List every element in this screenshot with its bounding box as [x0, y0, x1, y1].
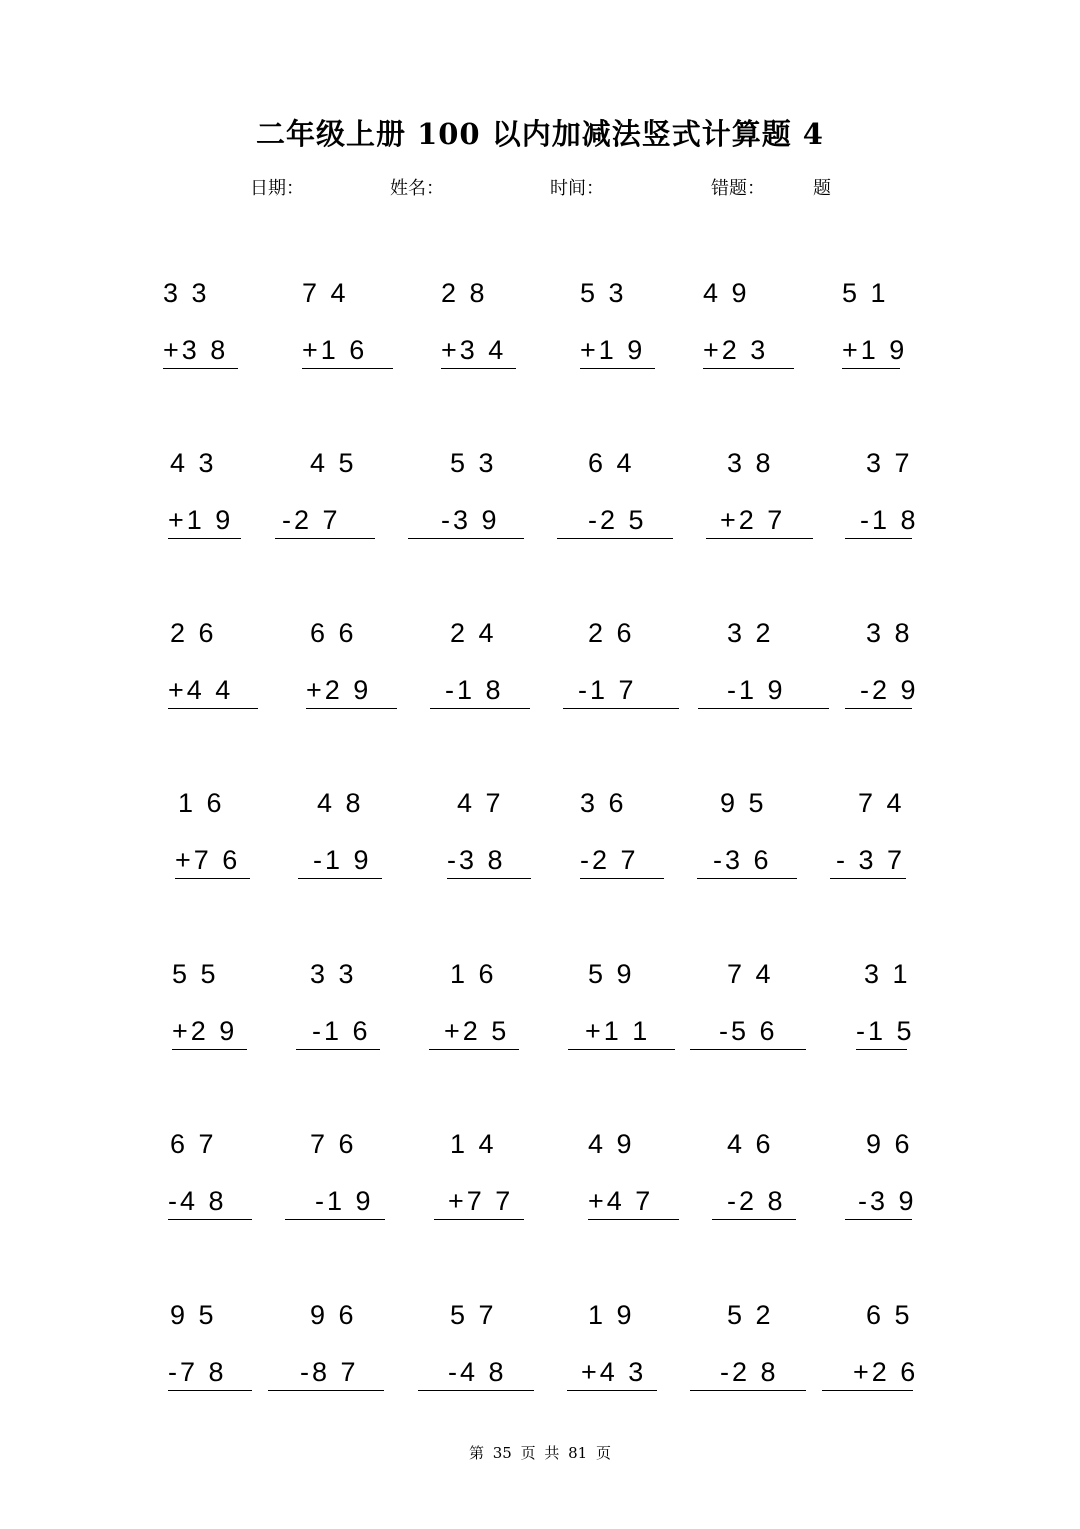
- problem-operation-number: -2 9: [860, 675, 919, 705]
- problem-top-number: 3 3: [163, 278, 210, 308]
- problem-operation-number: +1 6: [302, 335, 368, 365]
- problem-operation-number: +2 9: [172, 1016, 238, 1046]
- answer-line: [856, 1049, 907, 1050]
- problem-operation-number: +2 6: [853, 1357, 919, 1387]
- problem-operation-number: -4 8: [168, 1186, 227, 1216]
- page-footer: 第 35 页 共 81 页: [468, 1444, 611, 1462]
- problem-top-number: 9 6: [866, 1129, 913, 1159]
- answer-line: [845, 708, 912, 709]
- problem-operation-number: -3 9: [858, 1186, 917, 1216]
- problem-top-number: 9 5: [170, 1300, 217, 1330]
- problem-top-number: 5 2: [727, 1300, 774, 1330]
- answer-line: [822, 1390, 913, 1391]
- problem-top-number: 4 6: [727, 1129, 774, 1159]
- problem-operation-number: +2 7: [720, 505, 786, 535]
- answer-line: [845, 1219, 912, 1220]
- name-label: 姓名：: [390, 178, 444, 199]
- problem-top-number: 3 8: [866, 618, 913, 648]
- problem-operation-number: -2 5: [588, 505, 647, 535]
- problem-top-number: 4 9: [703, 278, 750, 308]
- problem-operation-number: +1 9: [580, 335, 646, 365]
- vertical-problem: [0, 788, 1080, 888]
- problem-operation-number: +4 3: [581, 1357, 647, 1387]
- vertical-problem: [0, 959, 1080, 1059]
- problem-operation-number: -1 8: [445, 675, 504, 705]
- problem-top-number: 3 8: [727, 448, 774, 478]
- vertical-problem: [0, 1300, 1080, 1400]
- problem-top-number: 1 6: [450, 959, 497, 989]
- problem-operation-number: +1 9: [842, 335, 908, 365]
- problem-operation-number: -2 8: [727, 1186, 786, 1216]
- problem-operation-number: +2 5: [444, 1016, 510, 1046]
- problem-top-number: 2 6: [170, 618, 217, 648]
- problem-top-number: 4 5: [310, 448, 357, 478]
- problem-operation-number: -3 8: [447, 845, 506, 875]
- problem-operation-number: -3 9: [441, 505, 500, 535]
- problem-operation-number: -2 7: [282, 505, 341, 535]
- problem-top-number: 5 5: [172, 959, 219, 989]
- problem-top-number: 5 3: [580, 278, 627, 308]
- problem-top-number: 3 7: [866, 448, 913, 478]
- problem-top-number: 5 3: [450, 448, 497, 478]
- problem-operation-number: +1 9: [168, 505, 234, 535]
- errors-label: 错题：: [711, 178, 765, 199]
- problem-top-number: 3 6: [580, 788, 627, 818]
- errors-unit-label: 题: [813, 178, 831, 199]
- vertical-problem: [0, 448, 1080, 548]
- problem-top-number: 7 4: [302, 278, 349, 308]
- problem-top-number: 3 3: [310, 959, 357, 989]
- vertical-problem: [0, 618, 1080, 718]
- problem-operation-number: - 3 7: [836, 845, 906, 875]
- problem-operation-number: -1 9: [315, 1186, 374, 1216]
- date-label: 日期：: [250, 178, 304, 199]
- problem-operation-number: +3 4: [441, 335, 507, 365]
- problem-operation-number: -4 8: [448, 1357, 507, 1387]
- problem-operation-number: +1 1: [585, 1016, 651, 1046]
- problem-operation-number: +7 7: [448, 1186, 514, 1216]
- problem-operation-number: +3 8: [163, 335, 229, 365]
- problem-top-number: 5 9: [588, 959, 635, 989]
- problem-top-number: 9 6: [310, 1300, 357, 1330]
- problem-operation-number: -2 8: [720, 1357, 779, 1387]
- problem-operation-number: -8 7: [300, 1357, 359, 1387]
- page-title: 二年级上册 100 以内加减法竖式计算题 4: [255, 117, 824, 151]
- problem-operation-number: +4 7: [588, 1186, 654, 1216]
- problem-top-number: 5 1: [842, 278, 889, 308]
- problem-top-number: 4 3: [170, 448, 217, 478]
- problem-operation-number: -1 6: [312, 1016, 371, 1046]
- problem-top-number: 4 8: [317, 788, 364, 818]
- answer-line: [842, 368, 900, 369]
- problem-top-number: 4 7: [457, 788, 504, 818]
- problem-top-number: 6 7: [170, 1129, 217, 1159]
- problem-top-number: 4 9: [588, 1129, 635, 1159]
- problem-top-number: 7 6: [310, 1129, 357, 1159]
- problem-top-number: 6 4: [588, 448, 635, 478]
- problem-top-number: 6 6: [310, 618, 357, 648]
- problem-operation-number: +7 6: [175, 845, 241, 875]
- answer-line: [830, 878, 906, 879]
- problem-top-number: 3 2: [727, 618, 774, 648]
- problem-top-number: 2 8: [441, 278, 488, 308]
- problem-top-number: 5 7: [450, 1300, 497, 1330]
- problem-top-number: 7 4: [858, 788, 905, 818]
- problem-top-number: 6 5: [866, 1300, 913, 1330]
- problem-top-number: 1 6: [178, 788, 225, 818]
- problem-operation-number: -1 9: [313, 845, 372, 875]
- problem-top-number: 9 5: [720, 788, 767, 818]
- problem-top-number: 3 1: [864, 959, 911, 989]
- answer-line: [845, 538, 912, 539]
- vertical-problem: [0, 278, 1080, 378]
- problem-operation-number: -1 5: [856, 1016, 915, 1046]
- problem-operation-number: +2 9: [306, 675, 372, 705]
- problem-operation-number: -5 6: [719, 1016, 778, 1046]
- problem-operation-number: -1 8: [860, 505, 919, 535]
- problem-operation-number: -3 6: [713, 845, 772, 875]
- problem-operation-number: +4 4: [168, 675, 234, 705]
- problem-top-number: 2 6: [588, 618, 635, 648]
- problem-top-number: 2 4: [450, 618, 497, 648]
- problem-top-number: 1 4: [450, 1129, 497, 1159]
- time-label: 时间：: [550, 178, 604, 199]
- problem-operation-number: -7 8: [168, 1357, 227, 1387]
- problem-operation-number: -1 7: [578, 675, 637, 705]
- problem-top-number: 1 9: [588, 1300, 635, 1330]
- problem-operation-number: -1 9: [727, 675, 786, 705]
- vertical-problem: [0, 1129, 1080, 1229]
- problem-operation-number: -2 7: [580, 845, 639, 875]
- problem-top-number: 7 4: [727, 959, 774, 989]
- problem-operation-number: +2 3: [703, 335, 769, 365]
